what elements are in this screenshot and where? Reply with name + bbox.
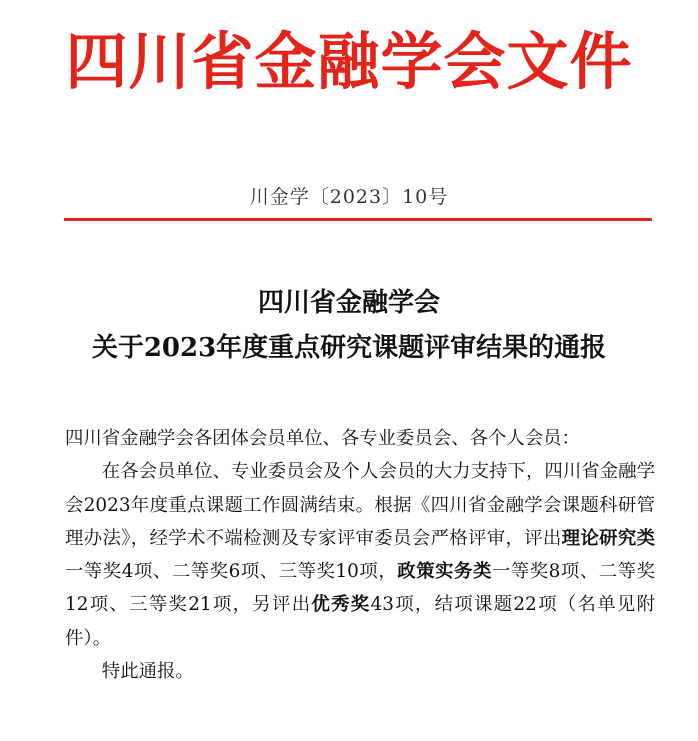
- salutation: 四川省金融学会各团体会员单位、各专业委员会、各个人会员：: [65, 428, 580, 449]
- document-number: 川金学〔2023〕10号: [249, 186, 449, 208]
- main-paragraph: [65, 455, 655, 655]
- document-body: [65, 422, 655, 688]
- paragraph-text: 43项，结项课题22项（名单见附件）。: [65, 594, 655, 649]
- document-title-line-1: 四川省金融学会: [257, 288, 440, 318]
- paragraph-text: 在各会员单位、专业委员会及个人会员的大力支持下，四川省金融学会2023年度重点课题工作圆满结束。根据《四川省金融学会课题科研管理办法》，经学术不端检测及专家评审委员会严格评审，评出: [65, 461, 655, 549]
- paragraph-text: 一等奖4项、二等奖6项、三等奖10项，: [65, 561, 398, 583]
- closing-line: 特此通报。: [101, 661, 194, 683]
- document-masthead: 四川省金融学会文件: [65, 25, 633, 98]
- red-divider-line: [64, 218, 652, 221]
- document-title-line-2: 关于2023年度重点研究课题评审结果的通报: [91, 333, 607, 363]
- paragraph-text: 一等奖8项、二等奖12项、三等奖21项，另评出: [65, 561, 655, 616]
- category-policy-practice: 政策实务类: [397, 561, 492, 583]
- category-theory-research: 理论研究类: [561, 527, 655, 549]
- category-excellence-award: 优秀奖: [311, 594, 371, 616]
